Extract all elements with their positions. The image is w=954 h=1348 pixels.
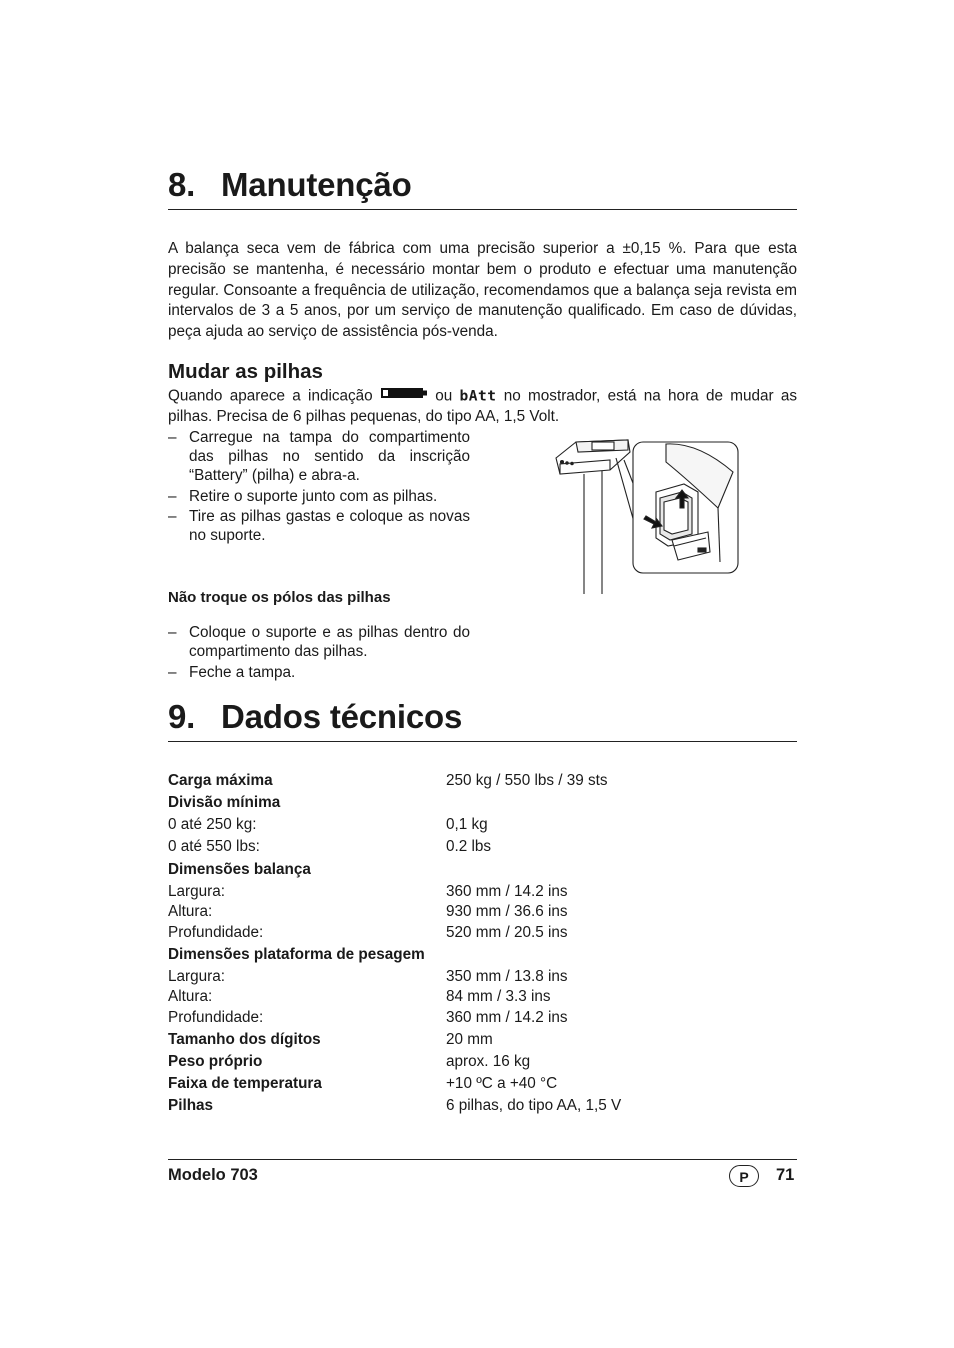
section-9-number: 9.	[168, 698, 196, 735]
battery-steps-list-a	[168, 428, 470, 547]
spec-value: 6 pilhas, do tipo AA, 1,5 V	[446, 1097, 622, 1114]
table-row	[168, 988, 797, 1010]
spec-label: Dimensões balança	[168, 861, 311, 878]
table-row	[168, 838, 797, 860]
step-text: Feche a tampa.	[189, 663, 296, 681]
spec-label: Altura:	[168, 988, 213, 1005]
batteries-heading: Mudar as pilhas	[168, 360, 323, 383]
dash: –	[168, 429, 177, 446]
spec-value: 84 mm / 3.3 ins	[446, 988, 551, 1005]
battery-steps-list-b	[168, 623, 470, 683]
footer-model: Modelo 703	[168, 1166, 258, 1184]
table-row	[168, 968, 797, 990]
table-row	[168, 861, 797, 883]
dash: –	[168, 508, 177, 525]
footer-rule	[168, 1159, 797, 1160]
list-item	[168, 663, 470, 682]
batteries-intro-part2: no mostrador, está na hora de mudar as pilhas. Precisa de 6 pilhas pequenas, do tipo AA, 1,5 Volt.	[168, 387, 798, 426]
dash: –	[168, 663, 177, 681]
spec-value: 360 mm / 14.2 ins	[446, 1009, 568, 1026]
spec-label: Tamanho dos dígitos	[168, 1031, 321, 1048]
table-row	[168, 924, 797, 946]
spec-value: 250 kg / 550 lbs / 39 sts	[446, 772, 608, 789]
batteries-intro	[168, 386, 797, 428]
spec-value: 350 mm / 13.8 ins	[446, 968, 568, 985]
page-number: 71	[776, 1166, 795, 1184]
spec-value: 930 mm / 36.6 ins	[446, 903, 568, 920]
table-row	[168, 1053, 797, 1075]
table-row	[168, 1031, 797, 1053]
spec-label: Altura:	[168, 903, 213, 920]
spec-label: Carga máxima	[168, 772, 273, 789]
list-item	[168, 487, 470, 506]
maintenance-paragraph: A balança seca vem de fábrica com uma precisão superior a ±0,15 %. Para que esta precisão se mantenha, é necessário montar bem o produto e efectuar uma manutenção regular. Consoante a frequência de utilização, recomendamos que a balança seja revista em intervalos de 3 a 5 anos, por um serviço de manutenção qualificado. Em caso de dúvidas, peça ajuda ao serviço de assistência pós-venda.	[168, 240, 797, 341]
spec-value: +10 ºC a +40 °C	[446, 1075, 558, 1092]
battery-compartment-illustration	[548, 436, 743, 596]
section-8-heading	[168, 166, 412, 204]
spec-label: Divisão mínima	[168, 794, 281, 811]
spec-label: Peso próprio	[168, 1053, 263, 1070]
table-row	[168, 1097, 797, 1119]
spec-value: 360 mm / 14.2 ins	[446, 883, 568, 900]
language-badge: P	[729, 1165, 759, 1187]
step-text: Coloque o suporte e as pilhas dentro do compartimento das pilhas.	[189, 624, 470, 660]
list-item	[168, 507, 470, 545]
spec-value: 0,1 kg	[446, 816, 488, 833]
dash: –	[168, 624, 177, 641]
spec-label: Profundidade:	[168, 1009, 264, 1026]
section-8-title: Manutenção	[221, 166, 412, 203]
table-row	[168, 883, 797, 905]
section-8-number: 8.	[168, 166, 196, 203]
spec-label: Pilhas	[168, 1097, 214, 1114]
table-row	[168, 903, 797, 925]
section-8-rule	[168, 209, 797, 210]
table-row	[168, 1009, 797, 1031]
section-9-rule	[168, 741, 797, 742]
table-row	[168, 946, 797, 968]
spec-label: Faixa de temperatura	[168, 1075, 322, 1092]
section-9-heading	[168, 698, 462, 736]
step-text: Tire as pilhas gastas e coloque as novas no suporte.	[189, 508, 470, 544]
table-row	[168, 816, 797, 838]
spec-value: 20 mm	[446, 1031, 493, 1048]
list-item	[168, 428, 470, 485]
spec-label: Dimensões plataforma de pesagem	[168, 946, 425, 963]
spec-value: 0.2 lbs	[446, 838, 492, 855]
spec-label: Largura:	[168, 883, 225, 900]
spec-label: 0 até 250 kg:	[168, 816, 257, 833]
batt-display-code: bAtt	[459, 388, 497, 405]
table-row	[168, 1075, 797, 1097]
battery-low-icon	[380, 386, 428, 407]
spec-label: 0 até 550 lbs:	[168, 838, 260, 855]
batteries-intro-part1: Quando aparece a indicação	[168, 387, 373, 405]
spec-value: aprox. 16 kg	[446, 1053, 531, 1070]
battery-polarity-warning: Não troque os pólos das pilhas	[168, 589, 391, 606]
dash: –	[168, 487, 177, 505]
batteries-intro-or: ou	[435, 387, 453, 405]
spec-label: Largura:	[168, 968, 225, 985]
spec-value: 520 mm / 20.5 ins	[446, 924, 568, 941]
table-row	[168, 772, 797, 794]
step-text: Retire o suporte junto com as pilhas.	[189, 487, 438, 505]
section-9-title: Dados técnicos	[221, 698, 463, 735]
spec-label: Profundidade:	[168, 924, 264, 941]
list-item	[168, 623, 470, 661]
step-text: Carregue na tampa do compartimento das pilhas no sentido da inscrição “Battery” (pilha) e abra-a.	[189, 429, 470, 484]
table-row	[168, 794, 797, 816]
